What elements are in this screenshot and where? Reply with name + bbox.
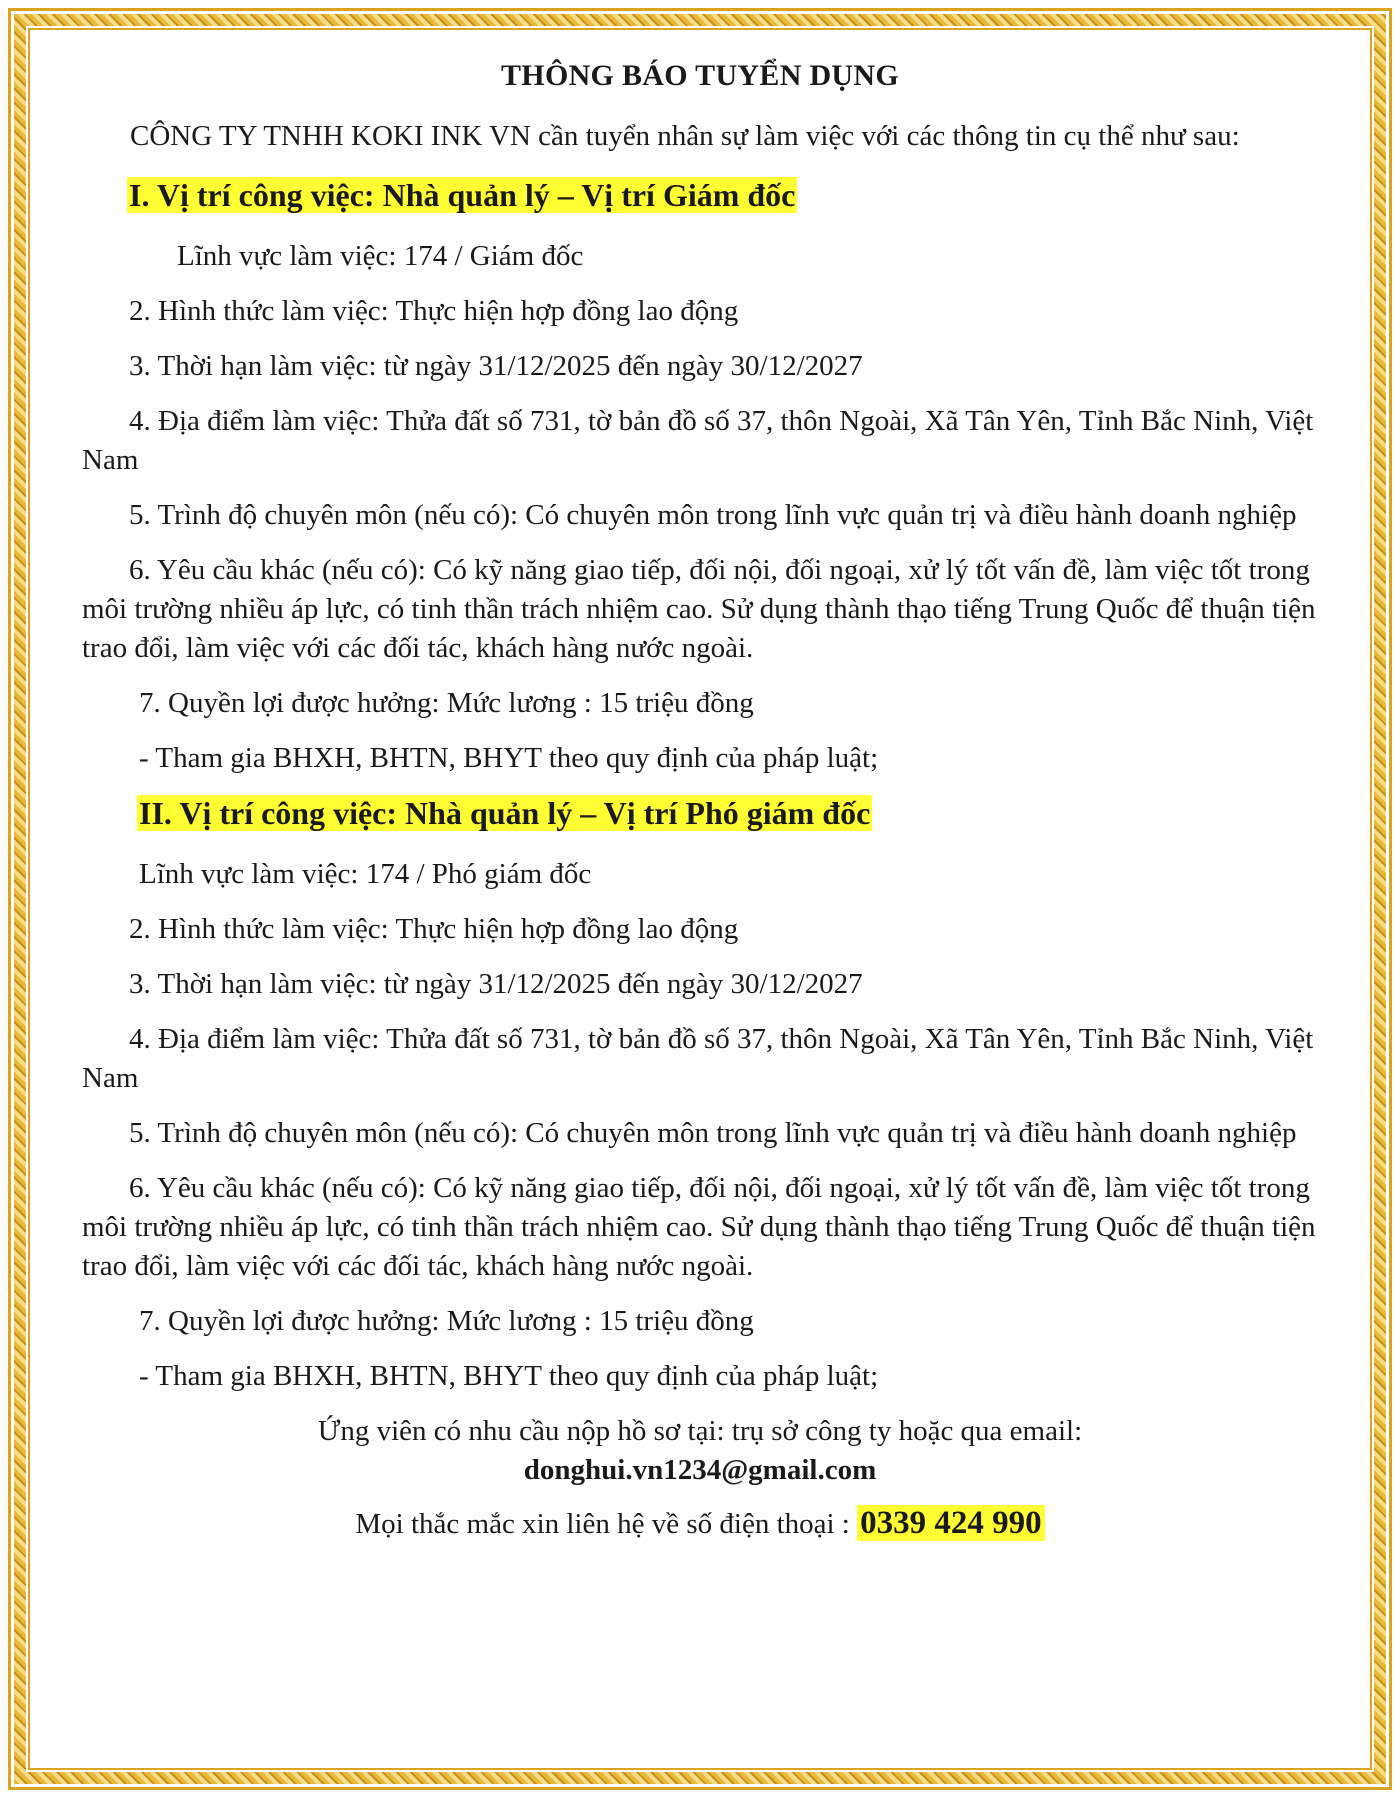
work-form: 2. Hình thức làm việc: Thực hiện hợp đồng lao động [129, 913, 739, 945]
other-requirements: 6. Yêu cầu khác (nếu có): Có kỹ năng giao tiếp, đối nội, đối ngoại, xử lý tốt vấn đề, làm việc tốt trong môi trường nhiều áp lực, có tinh thần trách nhiệm cao. Sử dụng thành thạo tiếng Trung Quốc để thuận tiện trao đổi, làm việc với các đối tác, khách hàng nước ngoài. [82, 554, 1316, 664]
phone-contact-line [82, 1504, 1318, 1544]
section-heading [82, 794, 1318, 833]
position-section-2 [82, 794, 1318, 1396]
qualification: 5. Trình độ chuyên môn (nếu có): Có chuyên môn trong lĩnh vực quản trị và điều hành doanh nghiệp [129, 1117, 1297, 1149]
work-term: 3. Thời hạn làm việc: từ ngày 31/12/2025 đến ngày 30/12/2027 [129, 350, 863, 382]
page-title: THÔNG BÁO TUYỂN DỤNG [501, 59, 899, 92]
work-term: 3. Thời hạn làm việc: từ ngày 31/12/2025 đến ngày 30/12/2027 [129, 968, 863, 1000]
phone-number[interactable]: 0339 424 990 [857, 1505, 1045, 1541]
work-form: 2. Hình thức làm việc: Thực hiện hợp đồng lao động [129, 295, 739, 327]
benefits-salary: 7. Quyền lợi được hưởng: Mức lương : 15 triệu đồng [139, 1305, 754, 1337]
phone-contact-text: Mọi thắc mắc xin liên hệ về số điện thoại : [355, 1508, 850, 1540]
work-field: Lĩnh vực làm việc: 174 / Phó giám đốc [139, 858, 592, 890]
qualification: 5. Trình độ chuyên môn (nếu có): Có chuyên môn trong lĩnh vực quản trị và điều hành doanh nghiệp [129, 499, 1297, 531]
benefits-insurance: - Tham gia BHXH, BHTN, BHYT theo quy định của pháp luật; [139, 1360, 879, 1392]
other-requirements: 6. Yêu cầu khác (nếu có): Có kỹ năng giao tiếp, đối nội, đối ngoại, xử lý tốt vấn đề, làm việc tốt trong môi trường nhiều áp lực, có tinh thần trách nhiệm cao. Sử dụng thành thạo tiếng Trung Quốc để thuận tiện trao đổi, làm việc với các đối tác, khách hàng nước ngoài. [82, 1172, 1316, 1282]
benefits-salary: 7. Quyền lợi được hưởng: Mức lương : 15 triệu đồng [139, 687, 754, 719]
work-location: 4. Địa điểm làm việc: Thửa đất số 731, tờ bản đồ số 37, thôn Ngoài, Xã Tân Yên, Tỉnh Bắc Ninh, Việt Nam [82, 405, 1314, 476]
position-section-1 [82, 176, 1318, 778]
section-heading-text: II. Vị trí công việc: Nhà quản lý – Vị trí Phó giám đốc [139, 795, 871, 831]
apply-instructions: Ứng viên có nhu cầu nộp hồ sơ tại: trụ sở công ty hoặc qua email: [317, 1415, 1083, 1447]
contact-email[interactable]: donghui.vn1234@gmail.com [523, 1454, 877, 1486]
work-field: Lĩnh vực làm việc: 174 / Giám đốc [177, 240, 584, 272]
contact-footer [82, 1412, 1318, 1544]
announcement-body [82, 50, 1318, 1544]
benefits-insurance: - Tham gia BHXH, BHTN, BHYT theo quy định của pháp luật; [139, 742, 879, 774]
section-heading [82, 176, 1318, 215]
intro-paragraph: CÔNG TY TNHH KOKI INK VN cần tuyển nhân sự làm việc với các thông tin cụ thể như sau: [130, 120, 1240, 152]
section-heading-text: I. Vị trí công việc: Nhà quản lý – Vị trí Giám đốc [129, 177, 796, 213]
work-location: 4. Địa điểm làm việc: Thửa đất số 731, tờ bản đồ số 37, thôn Ngoài, Xã Tân Yên, Tỉnh Bắc Ninh, Việt Nam [82, 1023, 1314, 1094]
